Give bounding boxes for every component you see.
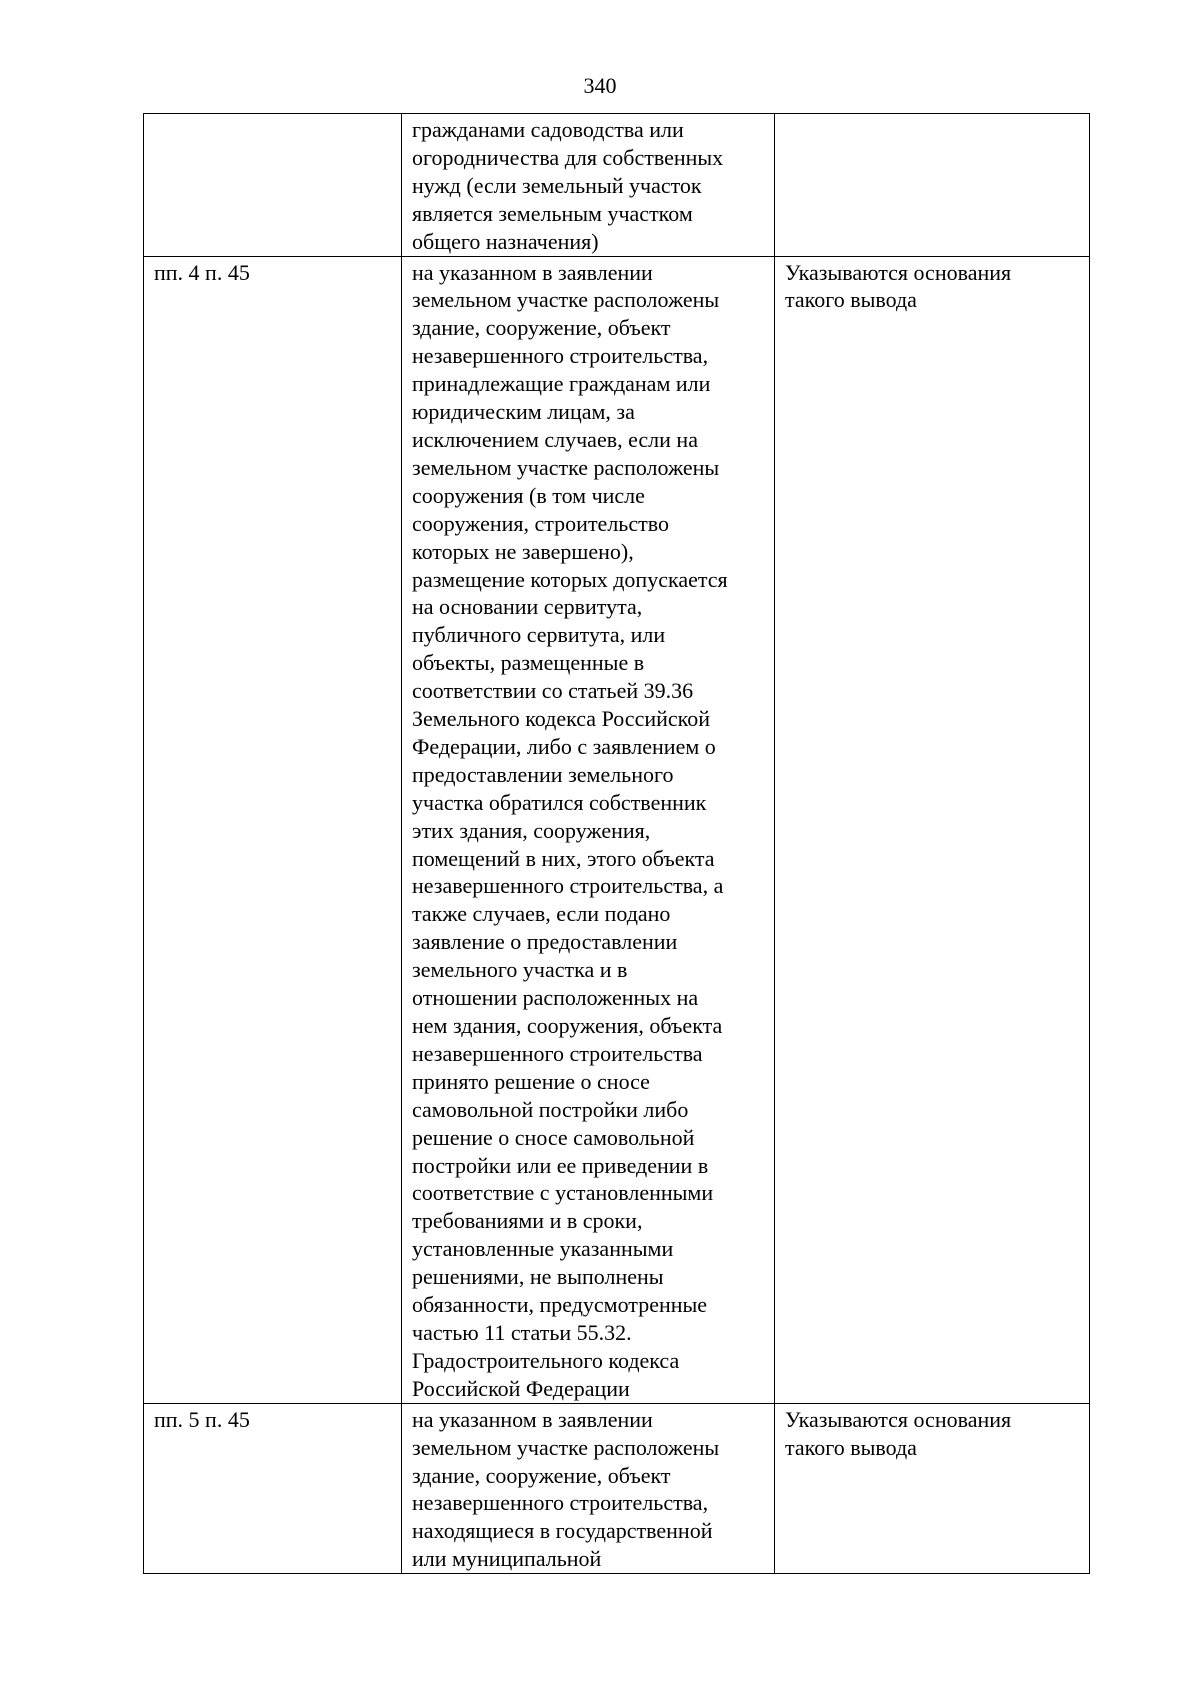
table-row [144,256,1090,1403]
row-condition-cell [402,114,775,257]
row-explanation-cell [775,1403,1090,1573]
row-condition: гражданами садоводства или огородничества для собственных нужд (если земельный участок является земельным участком общего назначения) [412,117,724,254]
page-number: 340 [583,73,617,98]
row-explanation-cell [775,114,1090,257]
row-ref-cell [144,114,402,257]
row-ref: пп. 4 п. 45 [154,259,250,285]
table-row [144,114,1090,257]
row-explanation-cell [775,256,1090,1403]
row-condition: на указанном в заявлении земельном участке расположены здание, сооружение, объект незавершенного строительства, находящиеся в государственной или муниципальной [412,1406,720,1572]
row-ref: пп. 5 п. 45 [154,1406,250,1432]
row-condition-cell [402,1403,775,1573]
grounds-table [143,113,1090,1574]
row-condition: на указанном в заявлении земельном участке расположены здание, сооружение, объект незавершенного строительства, принадлежащие гражданам или юридическим лицам, за исключением случаев, если на земельном участке расположены сооружения (в том числе сооружения, строительство которых не завершено), размещение которых допускается на основании сервитута, публичного сервитута, или объекты, размещенные в соответствии со статьей 39.36 Земельного кодекса Российской Федерации, либо с заявлением о предоставлении земельного участка обратился собственник этих здания, сооружения, помещений в них, этого объекта незавершенного строительства, а также случаев, если подано заявление о предоставлении земельного участка и в отношении расположенных на нем здания, сооружения, объекта незавершенного строительства принято решение о сносе самовольной постройки либо решение о сносе самовольной постройки или ее приведении в соответствие с установленными требованиями и в сроки, установленные указанными решениями, не выполнены обязанности, предусмотренные частью 11 статьи 55.32. Градостроительного кодекса Российской Федерации [412,259,728,1401]
row-explanation: Указываются основания такого вывода [785,259,1012,313]
table-row [144,1403,1090,1573]
row-condition-cell [402,256,775,1403]
row-ref-cell [144,1403,402,1573]
row-explanation: Указываются основания такого вывода [785,1406,1012,1460]
row-ref-cell [144,256,402,1403]
